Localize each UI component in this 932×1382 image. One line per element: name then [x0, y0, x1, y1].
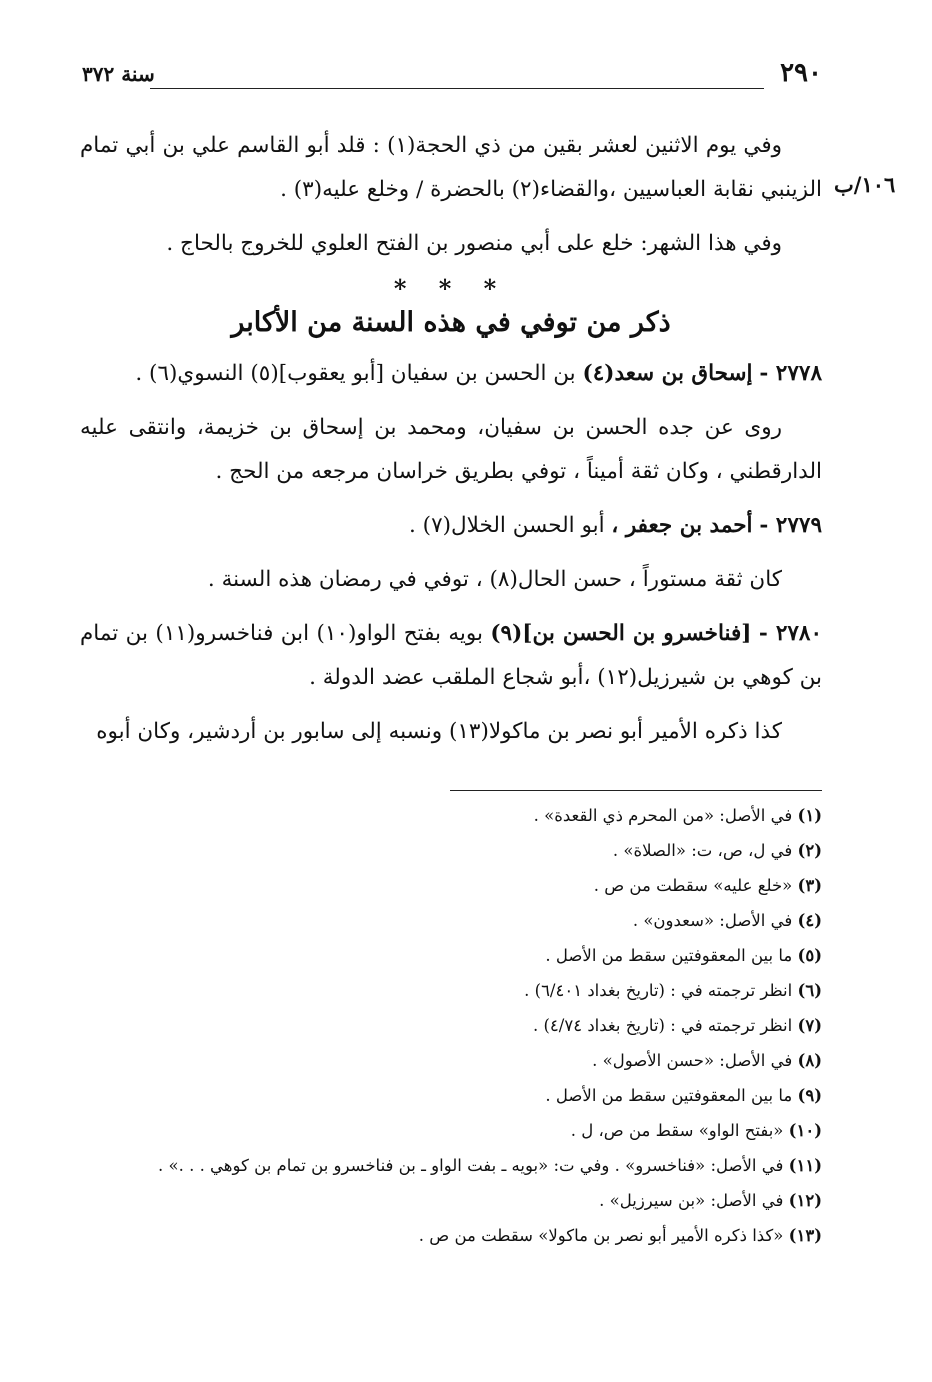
footnote-number: (١١)	[788, 1156, 822, 1175]
footnote	[80, 1113, 822, 1148]
entry-number: ٢٧٨٠ -	[758, 621, 823, 646]
footnote-text: في الأصل: «بن سيرزيل» .	[599, 1191, 784, 1210]
entry-heading-rest: بن الحسن بن سفيان [أبو يعقوب](٥) النسوي(٦) .	[135, 361, 576, 386]
footnote-number: (٥)	[797, 946, 822, 965]
footnote	[80, 973, 822, 1008]
footnote-number: (٩)	[797, 1086, 822, 1105]
footnote-number: (٧)	[797, 1016, 822, 1035]
footnotes	[80, 798, 822, 1253]
footnote-number: (١٣)	[788, 1226, 822, 1245]
footnote-text: «خلع عليه» سقطت من ص .	[593, 876, 793, 895]
footnote	[80, 1148, 822, 1183]
entry-heading-rest: بويه بفتح الواو(١٠) ابن فناخسرو(١١) بن تمام بن كوهي بن شيرزيل(١٢) ،أبو شجاع الملقب عضد الدولة .	[80, 621, 822, 690]
footnote-text: في ل، ص، ت: «الصلاة» .	[612, 841, 793, 860]
section-title: ذكر من توفي في هذه السنة من الأكابر	[231, 307, 671, 338]
footnote	[80, 798, 822, 833]
footnote-text: انظر ترجمته في : (تاريخ بغداد ٤/٧٤) .	[532, 1016, 793, 1035]
footnote-text: في الأصل: «فناخسرو» . وفي ت: «بويه ـ بفت الواو ـ بن فناخسرو بن تمام بن كوهي . . .» .	[158, 1156, 784, 1175]
footnote-text: ما بين المعقوفتين سقط من الأصل .	[545, 1086, 793, 1105]
footnote-text: في الأصل: «من المحرم ذي القعدة» .	[533, 806, 793, 825]
page-header	[82, 58, 822, 98]
paragraph-1: وفي يوم الاثنين لعشر بقين من ذي الحجة(١) : قلد أبو القاسم علي بن أبي تمام الزينبي نقابة العباسيين ،والقضاء(٢) بالحضرة / وخلع عليه(٣) .	[80, 133, 822, 202]
footnote-text: في الأصل: «سعدون» .	[632, 911, 793, 930]
footnote	[80, 1043, 822, 1078]
footnote-number: (١٠)	[788, 1121, 822, 1140]
margin-folio-note: ١٠٦/ب	[834, 172, 896, 197]
running-head-year: سنة ٣٧٢	[82, 62, 155, 86]
footnote-number: (٨)	[797, 1051, 822, 1070]
paragraph-2: وفي هذا الشهر: خلع على أبي منصور بن الفتح العلوي للخروج بالحاج .	[166, 231, 782, 256]
footnote-number: (٣)	[797, 876, 822, 895]
entry-body-2778: روى عن جده الحسن بن سفيان، ومحمد بن إسحاق بن خزيمة، وانتقى عليه الدارقطني ، وكان ثقة أميناً ، توفي بطريق خراسان مرجعه من الحج .	[80, 415, 822, 484]
footnote-number: (٤)	[797, 911, 822, 930]
footnote-text: «بفتح الواو» سقط من ص، ل .	[570, 1121, 784, 1140]
entry-number: ٢٧٧٨ -	[759, 361, 822, 386]
footnote-number: (٦)	[797, 981, 822, 1000]
entry-heading-2779	[80, 504, 822, 548]
footnote	[80, 1008, 822, 1043]
header-rule	[150, 88, 764, 89]
entry-name: [فناخسرو بن الحسن بن](٩)	[490, 621, 752, 646]
entry-heading-2778	[80, 352, 822, 396]
entry-heading-rest: أبو الحسن الخلال(٧) .	[409, 513, 605, 538]
footnote-number: (١)	[797, 806, 822, 825]
footnote-number: (٢)	[797, 841, 822, 860]
footnote-text: «كذا ذكره الأمير أبو نصر بن ماكولا» سقطت من ص .	[418, 1226, 784, 1245]
footnote-separator	[450, 790, 822, 791]
footnote-text: انظر ترجمته في : (تاريخ بغداد ٦/٤٠١) .	[524, 981, 793, 1000]
page-number: ٢٩٠	[780, 58, 822, 88]
entry-heading-2780	[80, 612, 822, 700]
footnote	[80, 1218, 822, 1253]
entry-body-2779: كان ثقة مستوراً ، حسن الحال(٨) ، توفي في رمضان هذه السنة .	[207, 567, 782, 592]
footnote-text: في الأصل: «حسن الأصول» .	[592, 1051, 793, 1070]
footnote	[80, 868, 822, 903]
footnote	[80, 1183, 822, 1218]
footnote	[80, 938, 822, 973]
footnote	[80, 1078, 822, 1113]
entry-name: أحمد بن جعفر ،	[611, 513, 753, 538]
footnote-text: ما بين المعقوفتين سقط من الأصل .	[545, 946, 793, 965]
entry-number: ٢٧٧٩ -	[759, 513, 822, 538]
footnote	[80, 833, 822, 868]
main-text	[80, 124, 822, 754]
entry-body-2780: كذا ذكره الأمير أبو نصر بن ماكولا(١٣) ونسبه إلى سابور بن أردشير، وكان أبوه	[96, 719, 782, 744]
entry-name: إسحاق بن سعد(٤)	[582, 361, 753, 386]
footnote	[80, 903, 822, 938]
section-stars: * * *	[393, 274, 509, 303]
footnote-number: (١٢)	[788, 1191, 822, 1210]
